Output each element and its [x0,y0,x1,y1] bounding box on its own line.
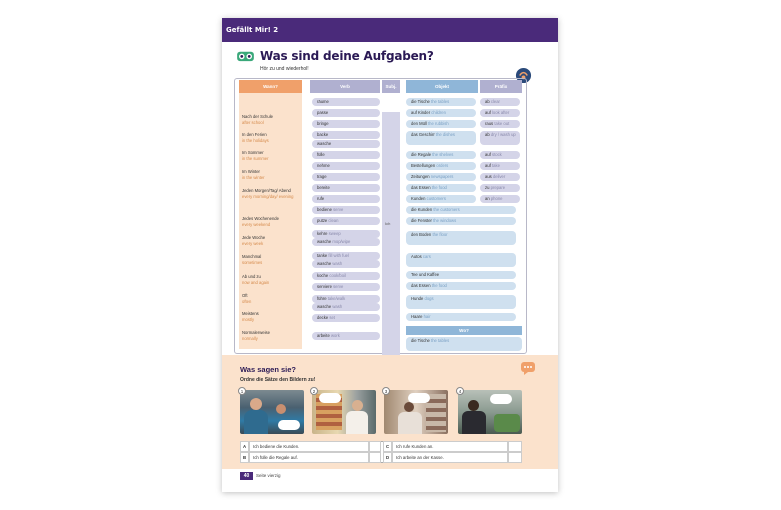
wann-de: Oft [242,293,248,298]
verb-pill-de: räume [317,99,329,104]
wann-item [242,216,302,227]
object-pill [406,253,516,267]
object-pill [406,173,476,181]
answer-text-a: Ich bediene die Kunden. [249,441,369,452]
book-title: Gefällt Mir! 2 [226,26,279,34]
object-pill-en: the food [431,185,447,190]
wann-en: in the holidays [242,137,269,143]
glasses-logo-icon [236,49,255,62]
page-number-words: Seite vierzig [256,473,281,478]
object-pill-en: hair [423,314,431,319]
verb-pill-de: fülle [317,152,325,157]
verb-pill [312,162,380,170]
verb-pill [312,98,380,106]
answer-letter-c: C [383,441,392,452]
object-pill-de: auf Kinder [411,110,431,115]
object-pill-en: the windows [433,218,457,223]
object-pill [406,271,516,279]
verb-pill [312,252,380,260]
prefix-pill-de: auf [485,163,491,168]
exercise-instruction: Ordne die Sätze den Bildern zu! [240,377,316,383]
wann-en: every weekend [242,221,271,227]
object-pill [406,195,476,203]
object-pill-en: customers [426,196,446,201]
verb-pill [312,314,380,322]
object-pill-de: den Müll [411,121,427,126]
photo-number-4: 4 [456,387,464,395]
verb-pill [312,295,380,303]
object-pill [406,131,476,145]
verb-pill-en: set [329,315,335,320]
prefix-pill-en: phone [490,196,503,201]
answer-box-d[interactable] [508,452,522,463]
object-pill-de: Kunden [411,196,426,201]
object-pill-de: die Kunden [411,207,433,212]
verb-pill-en: take/walk [327,296,346,301]
wann-en: every week [242,240,264,246]
object-pill-en: dogs [424,296,434,301]
wann-item [242,311,302,322]
verb-pill-de: tanke [317,253,328,258]
answer-box-c[interactable] [508,441,522,452]
verb-pill-en: serve [333,207,344,212]
prefix-pill-en: stock [492,152,502,157]
verb-pill [312,283,380,291]
object-pill [406,313,516,321]
prefix-pill [480,173,520,181]
object-pill-de: das Essen [411,185,431,190]
object-pill-en: the tables [431,338,450,343]
verb-pill-de: kehre [317,231,328,236]
answer-letter-a: A [240,441,249,452]
answer-letter-d: D [383,452,392,463]
wann-item [242,169,302,180]
object-pill-de: das Essen [411,283,431,288]
object-pill-de: die Tische [411,99,430,104]
verb-pill-de: wasche [317,304,332,309]
object-pill [406,231,516,245]
prefix-pill-en: look after [492,110,510,115]
speech-bubble-icon [520,360,536,376]
verb-pill-de: rufe [317,196,325,201]
object-pill [406,184,476,192]
column-head-verb: Verb [310,80,380,93]
verb-pill-en: wash [332,304,343,309]
prefix-pill-de: zu [485,185,490,190]
object-pill-en: cars [422,254,431,259]
object-pill-en: newspapers [430,174,454,179]
verb-pill-de: bringe [317,121,329,126]
column-head-wann: Wann? [239,80,302,93]
object-pill-de: Haare [411,314,423,319]
verb-pill [312,140,380,148]
prefix-pill-de: ab [485,132,490,137]
section-title: Was sind deine Aufgaben? [260,49,434,63]
wann-item [242,293,302,304]
verb-pill [312,184,380,192]
wann-de: Normalerweise [242,330,270,335]
prefix-pill [480,195,520,203]
verb-pill [312,303,380,311]
object-pill-en: children [431,110,446,115]
prefix-pill-de: auf [485,152,491,157]
object-pill [406,295,516,309]
prefix-pill [480,184,520,192]
column-head-objekt: Objekt [406,80,478,93]
wann-item [242,235,302,246]
object-pill [406,151,476,159]
wann-en: in the winter [242,174,265,180]
prefix-pill-en: clear [490,99,500,104]
object-pill-en: the tables [431,99,450,104]
prefix-pill [480,151,520,159]
wann-en: mostly [242,316,255,322]
object-pill [406,109,476,117]
wann-item [242,274,302,285]
verb-pill-en: fill with fuel [328,253,349,258]
verb-pill-de: wasche [317,239,332,244]
verb-pill [312,109,380,117]
answer-letter-b: B [240,452,249,463]
verb-pill-de: arbeite [317,333,330,338]
verb-pill [312,195,380,203]
wann-item [242,150,302,161]
answer-box-a[interactable] [369,441,381,452]
verb-pill-en: serve [333,284,344,289]
verb-pill-de: koche [317,273,329,278]
object-pill-en: the customers [433,207,460,212]
verb-pill-de: nehme [317,163,330,168]
verb-pill [312,120,380,128]
answer-text-b: Ich fülle die Regale auf. [249,452,369,463]
object-pill-en: the dishes [435,132,456,137]
object-pill-en: orders [436,163,449,168]
verb-pill [312,230,380,238]
object-pill [406,206,516,214]
verb-pill [312,173,380,181]
wann-de: Ab und zu [242,274,261,279]
wann-de: Jedes Wochenende [242,216,279,221]
verb-pill-de: backe [317,132,329,137]
wann-de: Jede Woche [242,235,266,240]
photo-number-3: 3 [382,387,390,395]
object-pill-de: die Tische [411,338,430,343]
object-pill [406,120,476,128]
prefix-pill [480,120,520,128]
wann-de: Manchmal [242,254,262,259]
verb-pill [312,332,380,340]
verb-pill [312,206,380,214]
object-pill [406,337,522,351]
object-pill [406,282,516,290]
prefix-pill-de: raus [485,121,494,126]
answer-text-c: Ich rufe Kunden an. [392,441,508,452]
answer-text-d: Ich arbeite an der Kasse. [392,452,508,463]
verb-pill-de: trage [317,174,327,179]
prefix-pill-de: auf [485,110,491,115]
verb-pill-en: mop/wipe [332,239,351,244]
prefix-pill-en: prepare [490,185,506,190]
object-pill [406,217,516,225]
wann-en: after school [242,119,264,125]
object-pill-de: die Fenster [411,218,432,223]
verb-pill-en: cook/boil [329,273,346,278]
answer-box-b[interactable] [369,452,381,463]
wann-en: often [242,298,252,304]
wann-en: normally [242,335,258,341]
verb-pill-de: decke [317,315,329,320]
wann-de: Im Sommer [242,150,264,155]
prefix-pill [480,109,520,117]
wann-de: Im Winter [242,169,260,174]
object-pill-en: the floor [432,232,448,237]
subject-ich: Ich [385,221,391,226]
wann-en: sometimes [242,259,263,265]
speech-bubble-2 [319,393,341,403]
verb-pill-de: wasche [317,141,332,146]
verb-pill [312,131,380,139]
verb-pill-en: wash [332,261,343,266]
page-header [222,18,558,42]
object-pill-de: Zeitungen [411,174,430,179]
object-pill-de: Bestellungen [411,163,436,168]
object-pill-en: the rubbish [428,121,449,126]
object-pill-de: den Boden [411,232,432,237]
prefix-pill-de: aus [485,174,492,179]
object-pill-de: das Geschirr [411,132,435,137]
verb-pill-en: work [330,333,340,338]
verb-pill-de: passe [317,110,329,115]
verb-pill-de: serviere [317,284,332,289]
prefix-pill-en: take out [494,121,510,126]
wann-en: in the summer [242,155,269,161]
prefix-pill-en: deliver [492,174,506,179]
object-pill-en: the shelves [432,152,454,157]
wann-item [242,114,302,125]
subject-column [382,112,400,362]
object-pill-de: Tee und Kaffee [411,272,440,277]
textbook-page [222,18,558,492]
wann-item [242,188,302,199]
object-pill [406,162,476,170]
exercise-title: Was sagen sie? [240,365,296,374]
verb-pill [312,238,380,246]
verb-pill [312,260,380,268]
wann-de: In den Ferien [242,132,267,137]
wann-de: Nach der Schule [242,114,273,119]
object-pill-de: Autos [411,254,422,259]
wann-de: Jeden Morgen/Tag/ Abend [242,188,291,193]
verb-pill-de: putze [317,218,328,223]
speech-bubble-1 [278,420,300,430]
object-pill-en: the food [431,283,447,288]
object-pill-de: die Regale [411,152,432,157]
verb-pill-de: bediene [317,207,332,212]
verb-pill-de: bereite [317,185,330,190]
photo-number-1: 1 [238,387,246,395]
wann-item [242,330,302,341]
section-subtitle: Hör zu und wiederhol! [260,66,309,72]
prefix-pill [480,162,520,170]
photo-number-2: 2 [310,387,318,395]
wann-en: now and again [242,279,270,285]
column-head-praefix: Präfix [480,80,522,93]
page-number: 40 [240,472,253,480]
object-pill-de: Hunde [411,296,424,301]
verb-pill-en: sweep [328,231,341,236]
verb-pill-de: wasche [317,261,332,266]
verb-pill-en: clean [328,218,339,223]
prefix-pill-de: an [485,196,490,201]
prefix-pill-de: ab [485,99,490,104]
prefix-pill [480,98,520,106]
wann-item [242,132,302,143]
verb-pill [312,151,380,159]
object-pill [406,98,476,106]
prefix-pill [480,131,520,145]
wann-en: every morning/day/ evening [242,193,294,199]
wann-item [242,254,302,265]
speech-bubble-3 [408,393,430,403]
column-head-wo: Wo? [406,326,522,335]
prefix-pill-en: take [492,163,500,168]
speech-bubble-4 [490,394,512,404]
wann-de: Meistens [242,311,259,316]
verb-pill [312,217,380,225]
prefix-pill-en: dry / wash up [490,132,516,137]
column-head-subj: Subj. [382,80,400,93]
verb-pill-de: führe [317,296,327,301]
verb-pill [312,272,380,280]
